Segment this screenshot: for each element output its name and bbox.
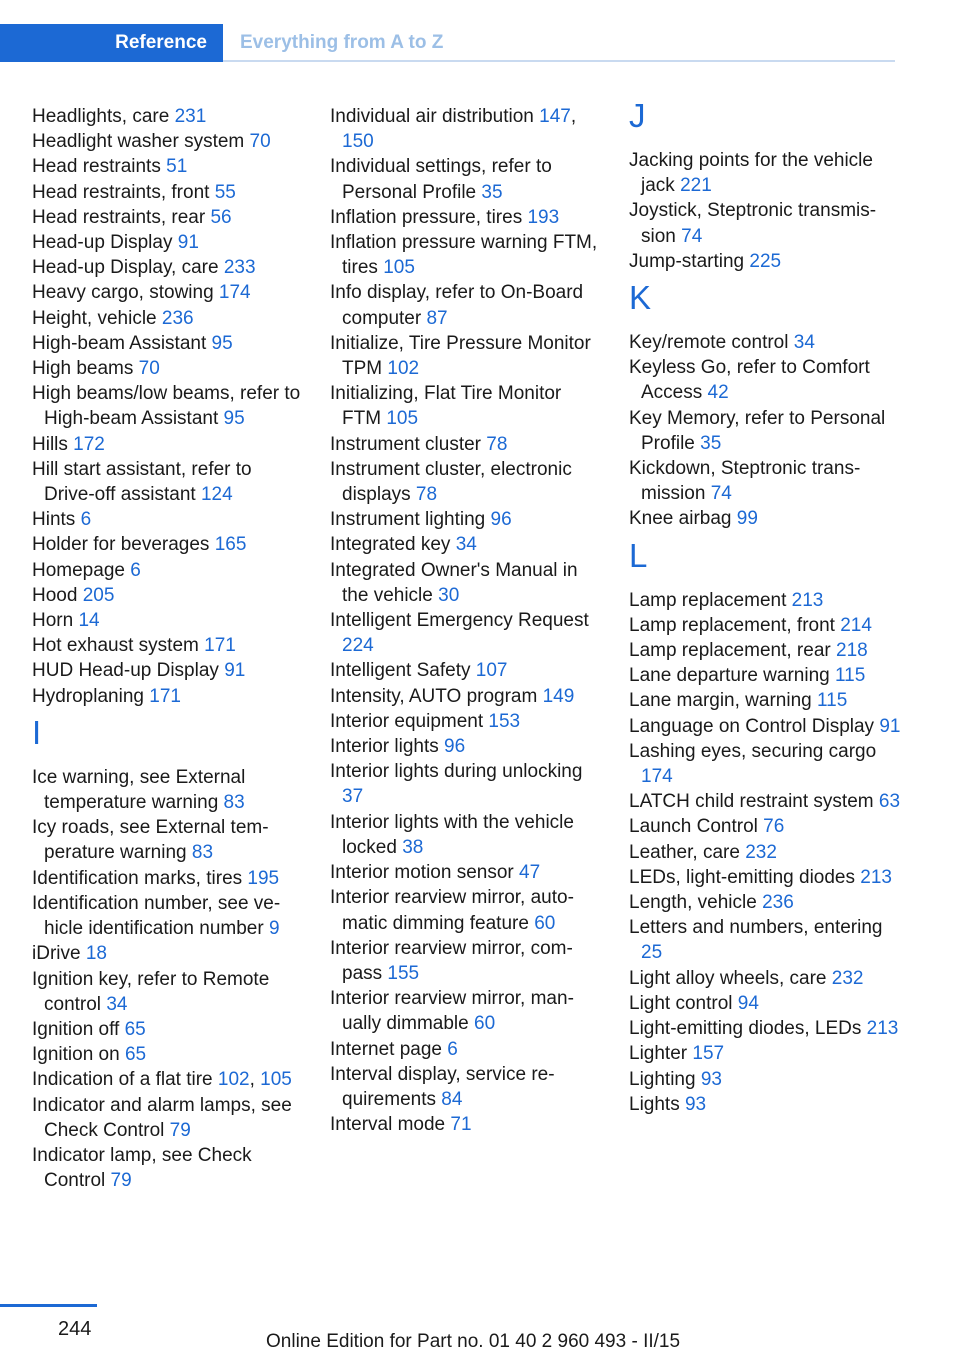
index-entry-term: Integrated key bbox=[330, 534, 456, 556]
index-entry-term: Interior rearview mirror, automatic dimming feature bbox=[330, 887, 574, 934]
index-entry bbox=[32, 866, 307, 891]
index-column-3 bbox=[629, 97, 904, 1117]
page-ref-link[interactable]: 91 bbox=[224, 660, 246, 682]
page-ref-link[interactable]: 236 bbox=[161, 307, 194, 329]
page-ref-link[interactable]: 107 bbox=[475, 660, 508, 682]
index-entry bbox=[330, 280, 605, 330]
index-entry bbox=[32, 1042, 307, 1067]
page-ref-link[interactable]: 42 bbox=[707, 382, 729, 404]
index-entry-term: Joystick, Steptronic transmission bbox=[629, 200, 877, 247]
page-ref-link[interactable]: 65 bbox=[124, 1044, 147, 1066]
index-entry-term: Language on Control Display bbox=[629, 715, 880, 737]
page-ref-link[interactable]: 93 bbox=[700, 1068, 722, 1090]
index-entry bbox=[32, 457, 307, 507]
index-entry bbox=[32, 331, 307, 356]
index-entry-term: Icy roads, see External temperature warning bbox=[32, 817, 269, 864]
index-entry-term: Keyless Go, refer to Comfort Access bbox=[629, 357, 870, 404]
index-entry bbox=[32, 941, 307, 966]
index-entry bbox=[629, 588, 904, 613]
index-entry bbox=[32, 658, 307, 683]
index-entry bbox=[32, 608, 307, 633]
index-entry bbox=[32, 684, 307, 709]
page-ref-link[interactable]: 71 bbox=[450, 1114, 472, 1136]
page-ref-link[interactable]: 205 bbox=[82, 584, 115, 606]
index-entry bbox=[629, 865, 904, 890]
index-entry-term: Interior lights bbox=[330, 736, 445, 758]
index-entry bbox=[629, 915, 904, 965]
page-ref-link[interactable]: 70 bbox=[249, 131, 271, 153]
index-entry-term: Hood bbox=[32, 584, 83, 606]
index-entry bbox=[330, 810, 605, 860]
index-letter-heading: K bbox=[629, 279, 652, 317]
index-entry bbox=[32, 230, 307, 255]
index-entry bbox=[330, 558, 605, 608]
index-entry bbox=[629, 456, 904, 506]
index-entry bbox=[32, 154, 307, 179]
page-ref-link[interactable]: 96 bbox=[444, 736, 466, 758]
index-entry bbox=[629, 663, 904, 688]
index-entry bbox=[629, 714, 904, 739]
index-entry-term: Hot exhaust system bbox=[32, 635, 205, 657]
index-entry bbox=[32, 1093, 307, 1143]
index-entry-term: Ignition off bbox=[32, 1018, 125, 1040]
index-entry-term: LEDs, light-emitting diodes bbox=[629, 866, 861, 888]
page-ref-link[interactable]: 83 bbox=[191, 842, 214, 864]
index-entry bbox=[330, 936, 605, 986]
index-entry-term: Hints bbox=[32, 509, 81, 531]
index-entry-term: High beams bbox=[32, 358, 139, 380]
index-entry-term: HUD Head-up Display bbox=[32, 660, 225, 682]
page-ref-link[interactable]: 79 bbox=[110, 1170, 132, 1192]
page-ref-link[interactable]: 74 bbox=[681, 225, 703, 247]
index-entry bbox=[32, 356, 307, 381]
index-entry bbox=[629, 1067, 904, 1092]
index-entry bbox=[32, 306, 307, 331]
page-ref-link[interactable]: 233 bbox=[223, 257, 256, 279]
page-ref-link[interactable]: 79 bbox=[169, 1119, 191, 1141]
index-entry bbox=[32, 129, 307, 154]
index-entry-term: Kickdown, Steptronic transmission bbox=[629, 458, 861, 505]
index-entry-term: Knee airbag bbox=[629, 508, 737, 530]
page-ref-link[interactable]: 6 bbox=[447, 1038, 458, 1060]
index-letter-heading: J bbox=[629, 97, 646, 134]
index-entry-term: Individual air distribution bbox=[330, 106, 540, 127]
page-ref-link[interactable]: 91 bbox=[177, 232, 199, 254]
page-ref-link[interactable]: 35 bbox=[700, 432, 722, 454]
index-entry bbox=[330, 608, 605, 658]
index-entry bbox=[32, 1017, 307, 1042]
page-ref-link[interactable]: 95 bbox=[223, 408, 245, 430]
page-ref-link[interactable]: 102 bbox=[387, 358, 420, 380]
index-entry-term: Identification marks, tires bbox=[32, 867, 248, 889]
index-entry-term: Head-up Display, care bbox=[32, 257, 224, 279]
index-entry-term: Light-emitting diodes, LEDs bbox=[629, 1018, 867, 1040]
index-entry-term: Identification number, see vehicle identification number bbox=[32, 892, 281, 940]
index-entry-term: Head-up Display bbox=[32, 232, 178, 254]
index-entry-term: Head restraints, rear bbox=[32, 206, 211, 228]
index-entry-term: Intensity, AUTO program bbox=[330, 685, 543, 707]
index-entry bbox=[32, 1143, 307, 1193]
page-ref-link[interactable]: 213 bbox=[860, 866, 892, 888]
page-ref-link[interactable]: 60 bbox=[474, 1013, 496, 1035]
page-ref-link[interactable]: 76 bbox=[763, 816, 785, 838]
page-ref-link[interactable]: 65 bbox=[124, 1018, 146, 1040]
page-ref-link[interactable]: 213 bbox=[866, 1018, 899, 1040]
index-entry-term: Lamp replacement bbox=[629, 589, 792, 611]
index-entry-term: Instrument cluster, electronic displays bbox=[330, 458, 572, 506]
index-entry-term: Initialize, Tire Pressure Monitor TPM bbox=[330, 332, 591, 380]
index-entry-term: Instrument cluster bbox=[330, 433, 487, 455]
index-entry bbox=[629, 148, 904, 198]
page-ref-link[interactable]: 70 bbox=[138, 358, 160, 380]
index-entry bbox=[629, 249, 904, 274]
page-ref-link[interactable]: 172 bbox=[73, 433, 105, 455]
index-entry-term: Intelligent Safety bbox=[330, 660, 476, 682]
index-entry-term: Integrated Owner's Manual in the vehicle bbox=[330, 559, 578, 606]
page-ref-link[interactable]: 195 bbox=[247, 867, 280, 889]
page-ref-link[interactable]: 78 bbox=[415, 484, 438, 506]
page-ref-link[interactable]: 35 bbox=[481, 181, 503, 203]
index-entry bbox=[629, 789, 904, 814]
page-ref-separator: , bbox=[249, 1069, 261, 1091]
index-entry-term: Interior lights with the vehicle locked bbox=[330, 811, 574, 858]
index-entry bbox=[330, 734, 605, 759]
index-entry bbox=[629, 1016, 904, 1041]
index-entry-term: Internet page bbox=[330, 1038, 448, 1060]
index-entry bbox=[330, 104, 605, 154]
page-ref-link[interactable]: 84 bbox=[441, 1088, 463, 1110]
page-ref-link[interactable]: 218 bbox=[836, 640, 868, 662]
page-ref-link[interactable]: 96 bbox=[490, 509, 512, 531]
index-entry bbox=[330, 230, 605, 280]
index-entry bbox=[330, 381, 605, 431]
page-ref-link[interactable]: 174 bbox=[218, 282, 251, 304]
index-entry bbox=[629, 840, 904, 865]
page-ref-link[interactable]: 150 bbox=[342, 131, 374, 153]
index-entry bbox=[629, 506, 904, 531]
index-entry-term: Head restraints, front bbox=[32, 181, 215, 203]
index-letter-heading: L bbox=[629, 536, 648, 574]
index-entry-term: Leather, care bbox=[629, 841, 746, 863]
index-entry bbox=[32, 205, 307, 230]
index-entry bbox=[629, 991, 904, 1016]
page-ref-link[interactable]: 214 bbox=[840, 614, 872, 636]
index-entry bbox=[629, 966, 904, 991]
page-ref-link[interactable]: 105 bbox=[386, 408, 419, 430]
page-ref-link[interactable]: 93 bbox=[684, 1093, 707, 1115]
index-entry bbox=[32, 180, 307, 205]
index-entry bbox=[330, 507, 605, 532]
index-entry-term: Holder for beverages bbox=[32, 534, 215, 556]
index-entry bbox=[330, 331, 605, 381]
index-entry bbox=[32, 280, 307, 305]
index-entry-term: Lane margin, warning bbox=[629, 690, 817, 712]
edition-note: Online Edition for Part no. 01 40 2 960 493 - II/15 bbox=[266, 1331, 681, 1352]
section-tab[interactable] bbox=[0, 24, 223, 62]
index-entry bbox=[330, 885, 605, 935]
page-ref-link[interactable]: 6 bbox=[130, 559, 141, 581]
page-ref-link[interactable]: 124 bbox=[200, 484, 233, 506]
page-ref-link[interactable]: 51 bbox=[166, 156, 188, 178]
page-ref-link[interactable]: 34 bbox=[455, 534, 477, 556]
index-entry bbox=[629, 613, 904, 638]
index-entry-term: Ice warning, see External temperature warning bbox=[32, 766, 246, 814]
index-entry-term: iDrive bbox=[32, 943, 86, 965]
index-entry-term: Info display, refer to On-Board computer bbox=[330, 282, 584, 329]
index-entry bbox=[330, 1112, 605, 1137]
page-ref-link[interactable]: 193 bbox=[527, 206, 560, 228]
page-ref-link[interactable]: 6 bbox=[80, 509, 92, 531]
page-ref-link[interactable]: 47 bbox=[519, 862, 541, 884]
page-ref-link[interactable]: 60 bbox=[534, 912, 556, 934]
index-entry bbox=[629, 688, 904, 713]
index-entry bbox=[629, 890, 904, 915]
page-ref-link[interactable]: 91 bbox=[879, 715, 901, 737]
chapter-title[interactable]: Everything from A to Z bbox=[240, 32, 444, 53]
index-entry bbox=[629, 814, 904, 839]
index-entry-term: Indicator lamp, see Check Control bbox=[32, 1144, 252, 1192]
page-ref-link[interactable]: 231 bbox=[174, 106, 207, 127]
index-entry-term: Inflation pressure warning FTM, tires bbox=[330, 232, 598, 279]
page-ref-link[interactable]: 56 bbox=[210, 206, 232, 228]
page-ref-link[interactable]: 95 bbox=[211, 332, 233, 354]
page-ref-link[interactable]: 153 bbox=[488, 710, 521, 732]
index-entry-term: Length, vehicle bbox=[629, 892, 763, 914]
index-entry bbox=[629, 406, 904, 456]
section-label: Reference bbox=[115, 32, 207, 53]
index-entry bbox=[629, 198, 904, 248]
index-entry bbox=[330, 860, 605, 885]
page-ref-link[interactable]: 25 bbox=[641, 942, 663, 964]
page-ref-link[interactable]: 55 bbox=[214, 181, 236, 203]
index-entry-term: Light alloy wheels, care bbox=[629, 967, 832, 989]
index-entry-term: Interval mode bbox=[330, 1114, 451, 1136]
index-entry bbox=[32, 381, 307, 431]
index-entry-term: Intelligent Emergency Request bbox=[330, 610, 589, 632]
index-entry bbox=[330, 205, 605, 230]
index-entry-term: Lamp replacement, rear bbox=[629, 640, 836, 662]
index-entry-term: Interior motion sensor bbox=[330, 862, 520, 884]
index-entry-term: High beams/low beams, refer to High-beam Assistant bbox=[32, 383, 301, 430]
index-entry bbox=[330, 759, 605, 809]
page-ref-link[interactable]: 155 bbox=[387, 962, 420, 984]
page-ref-link[interactable]: 94 bbox=[737, 992, 759, 1014]
index-entry-term: Interior lights during unlocking bbox=[330, 761, 583, 783]
page-ref-link[interactable]: 171 bbox=[204, 635, 236, 657]
page-ref-link[interactable]: 157 bbox=[692, 1043, 725, 1065]
page-ref-link[interactable]: 149 bbox=[542, 685, 575, 707]
page-ref-link[interactable]: 99 bbox=[736, 508, 758, 530]
index-entry bbox=[32, 583, 307, 608]
header-divider bbox=[223, 60, 895, 62]
index-entry-term: Homepage bbox=[32, 559, 131, 581]
index-entry-term: Ignition key, refer to Remote control bbox=[32, 968, 270, 1015]
index-entry-term: Interior rearview mirror, manually dimmable bbox=[330, 988, 574, 1035]
index-entry bbox=[330, 532, 605, 557]
index-entry-term: Jump-starting bbox=[629, 250, 750, 272]
index-entry-term: Launch Control bbox=[629, 816, 764, 838]
page-ref-link[interactable]: 63 bbox=[878, 791, 901, 813]
index-entry-term: Inflation pressure, tires bbox=[330, 206, 528, 228]
page-ref-link[interactable]: 105 bbox=[383, 257, 415, 279]
page-ref-link[interactable]: 78 bbox=[486, 433, 508, 455]
index-letter-heading: I bbox=[32, 713, 42, 751]
index-entry bbox=[330, 154, 605, 204]
page-ref-link[interactable]: 213 bbox=[791, 589, 824, 611]
index-entry-term: Lamp replacement, front bbox=[629, 614, 841, 636]
index-entry bbox=[32, 255, 307, 280]
index-entry-term: Interval display, service requirements bbox=[330, 1063, 555, 1110]
index-entry-term: Indication of a flat tire bbox=[32, 1069, 218, 1091]
page-ref-link[interactable]: 174 bbox=[641, 766, 673, 788]
page-ref-link[interactable]: 147 bbox=[539, 106, 571, 127]
index-entry-term: Lane departure warning bbox=[629, 665, 835, 687]
index-entry-term: Light control bbox=[629, 992, 738, 1014]
index-entry bbox=[32, 558, 307, 583]
index-entry bbox=[629, 1041, 904, 1066]
index-entry bbox=[330, 709, 605, 734]
index-entry-term: Instrument lighting bbox=[330, 509, 491, 531]
page-ref-link[interactable]: 221 bbox=[680, 175, 712, 197]
page-header bbox=[0, 24, 895, 62]
footer-accent-rule bbox=[0, 1304, 97, 1307]
index-entry-term: Initializing, Flat Tire Monitor FTM bbox=[330, 383, 562, 430]
index-entry bbox=[330, 432, 605, 457]
page-ref-link[interactable]: 30 bbox=[438, 584, 460, 606]
page-ref-link[interactable]: 165 bbox=[214, 534, 247, 556]
index-entry-term: Key Memory, refer to Personal Profile bbox=[629, 407, 886, 454]
page-ref-link[interactable]: 14 bbox=[78, 610, 100, 632]
index-entry bbox=[32, 432, 307, 457]
index-entry-term: Jacking points for the vehicle jack bbox=[629, 150, 873, 197]
index-entry-term: Lashing eyes, securing cargo bbox=[629, 740, 877, 762]
index-entry bbox=[330, 684, 605, 709]
page-number: 244 bbox=[58, 1318, 92, 1340]
index-entry-term: Indicator and alarm lamps, see Check Control bbox=[32, 1094, 292, 1141]
index-entry-term: Hills bbox=[32, 433, 74, 455]
page-ref-separator: , bbox=[570, 106, 577, 127]
index-entry bbox=[32, 532, 307, 557]
index-entry bbox=[629, 355, 904, 405]
index-entry-term: Ignition on bbox=[32, 1044, 125, 1066]
index-entry-term: Headlight washer system bbox=[32, 131, 250, 153]
index-entry bbox=[330, 1037, 605, 1062]
index-entry bbox=[330, 1062, 605, 1112]
page-ref-link[interactable]: 232 bbox=[831, 967, 864, 989]
index-entry bbox=[32, 891, 307, 941]
page-ref-link[interactable]: 37 bbox=[342, 786, 364, 808]
page-ref-link[interactable]: 115 bbox=[817, 690, 848, 712]
page-ref-link[interactable]: 34 bbox=[793, 332, 815, 354]
page-ref-link[interactable]: 225 bbox=[749, 250, 782, 272]
index-entry bbox=[32, 815, 307, 865]
index-entry-term: Hydroplaning bbox=[32, 685, 150, 707]
index-entry-term: Individual settings, refer to Personal Profile bbox=[330, 156, 552, 203]
page-ref-link[interactable]: 236 bbox=[762, 892, 794, 914]
index-column-2 bbox=[330, 104, 605, 1137]
index-entry-term: Letters and numbers, entering bbox=[629, 917, 883, 939]
index-entry bbox=[629, 739, 904, 789]
page-ref-link[interactable]: 105 bbox=[260, 1069, 292, 1091]
page-ref-link[interactable]: 224 bbox=[342, 635, 374, 657]
page-ref-link[interactable]: 9 bbox=[268, 918, 280, 940]
index-entry bbox=[629, 638, 904, 663]
index-entry-term: Interior rearview mirror, compass bbox=[330, 937, 573, 984]
index-entry bbox=[32, 507, 307, 532]
index-entry bbox=[32, 1067, 307, 1092]
index-entry-term: Key/remote control bbox=[629, 332, 794, 354]
page-ref-link[interactable]: 171 bbox=[149, 685, 181, 707]
page-ref-link[interactable]: 102 bbox=[217, 1069, 250, 1091]
index-entry bbox=[629, 1092, 904, 1117]
index-entry-term: Lighting bbox=[629, 1068, 701, 1090]
index-entry-term: Hill start assistant, refer to Drive-off assistant bbox=[32, 458, 252, 506]
index-entry bbox=[32, 967, 307, 1017]
index-entry-term: Lighter bbox=[629, 1043, 693, 1065]
index-entry bbox=[32, 765, 307, 815]
page-ref-link[interactable]: 87 bbox=[426, 307, 448, 329]
index-entry-term: Horn bbox=[32, 610, 79, 632]
page-ref-link[interactable]: 74 bbox=[710, 483, 732, 505]
index-entry bbox=[330, 457, 605, 507]
index-entry bbox=[330, 986, 605, 1036]
index-entry-term: High-beam Assistant bbox=[32, 332, 212, 354]
page-ref-link[interactable]: 83 bbox=[223, 792, 245, 814]
index-entry-term: Height, vehicle bbox=[32, 307, 162, 329]
page-ref-link[interactable]: 115 bbox=[834, 665, 866, 687]
index-entry-term: Heavy cargo, stowing bbox=[32, 282, 219, 304]
index-entry bbox=[32, 633, 307, 658]
page-ref-link[interactable]: 232 bbox=[745, 841, 777, 863]
page-ref-link[interactable]: 34 bbox=[106, 993, 128, 1015]
index-entry bbox=[629, 330, 904, 355]
page-ref-link[interactable]: 38 bbox=[402, 836, 424, 858]
index-entry-term: Headlights, care bbox=[32, 106, 175, 127]
page-ref-link[interactable]: 18 bbox=[85, 943, 107, 965]
index-entry-term: LATCH child restraint system bbox=[629, 791, 879, 813]
index-entry-term: Interior equipment bbox=[330, 710, 489, 732]
index-column-1 bbox=[32, 104, 307, 1193]
index-entry bbox=[330, 658, 605, 683]
index-entry-term: Head restraints bbox=[32, 156, 167, 178]
index-entry-term: Lights bbox=[629, 1093, 685, 1115]
index-entry bbox=[32, 104, 307, 129]
